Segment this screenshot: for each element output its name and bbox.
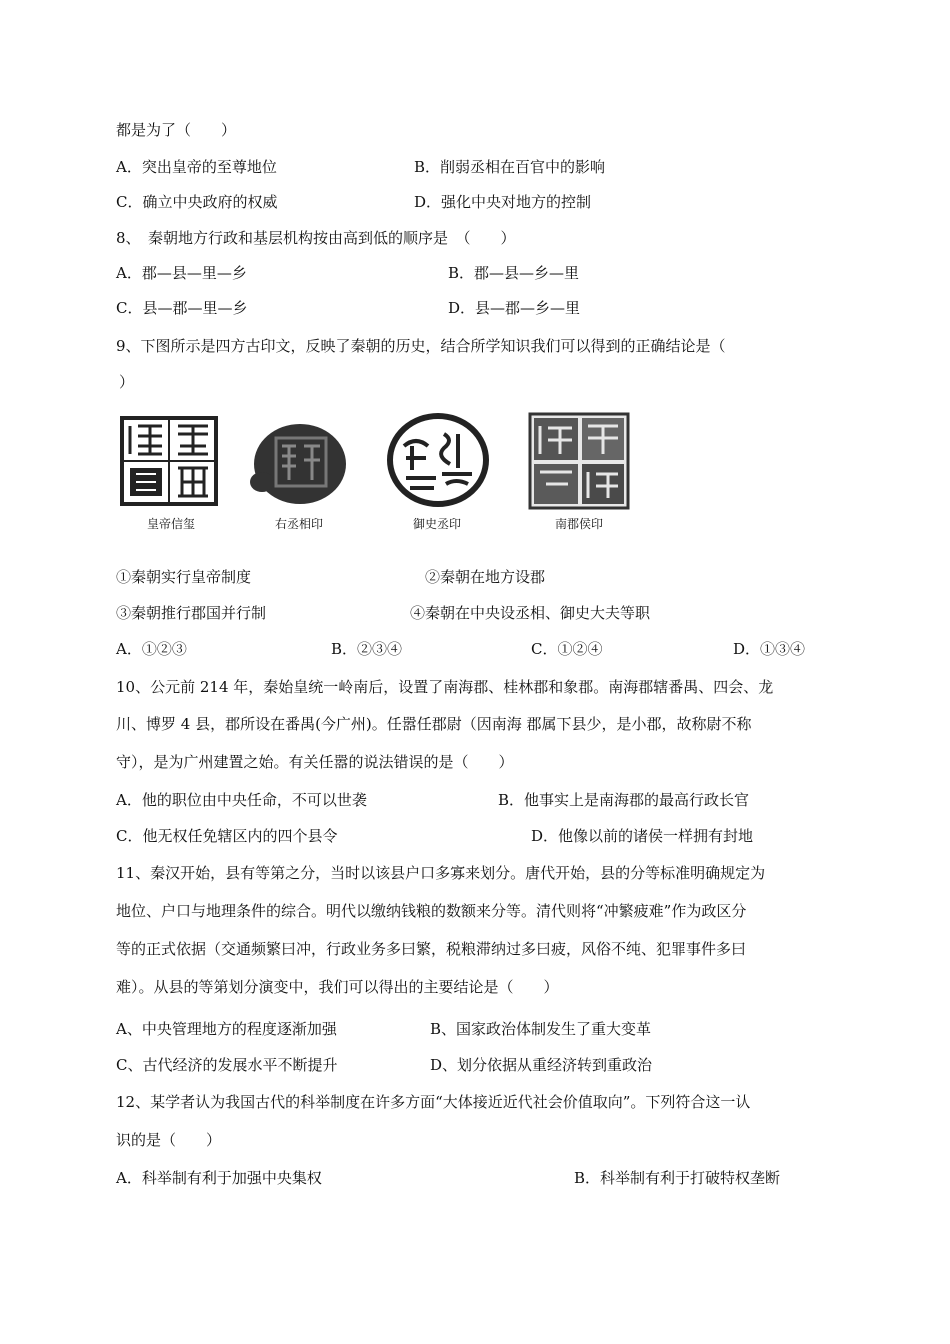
q10-option-c: C．他无权任免辖区内的四个县令 [116,827,338,845]
q11-option-b: B、国家政治体制发生了重大变革 [430,1020,652,1038]
q8-option-d: D．县—郡—乡—里 [448,299,581,317]
q8-option-c: C．县—郡—里—乡 [116,299,248,317]
q7-stem: 都是为了（ ） [116,121,237,139]
q9-statement-1: ①秦朝实行皇帝制度 [116,568,252,586]
q7-option-b: B．削弱丞相在百官中的影响 [414,158,606,176]
q9-stem-close: ） [119,373,135,391]
seal-you-chengxiang [244,404,354,542]
seal-nanjun-hou [524,404,634,542]
q9-stem: 9、下图所示是四方古印文，反映了秦朝的历史，结合所学知识我们可以得到的正确结论是（ [116,337,726,355]
q11-stem-line3: 等的正式依据（交通频繁曰冲，行政业务多曰繁，税粮滞纳过多曰疲，风俗不纯、犯罪事件多曰 [116,940,747,958]
q11-stem-line2: 地位、户口与地理条件的综合。明代以缴纳钱粮的数额来分等。清代则将“冲繁疲难”作为政区分 [116,902,747,920]
seal-yushi-cheng [382,404,492,542]
q12-stem-line1: 12、某学者认为我国古代的科举制度在许多方面“大体接近近代社会价值取向”。下列符合这一认 [116,1093,751,1111]
q10-option-a: A．他的职位由中央任命，不可以世袭 [116,791,367,809]
seal-impression-1 [116,404,226,514]
q7-option-d: D．强化中央对地方的控制 [414,193,592,211]
q10-stem-line1: 10、公元前 214 年，秦始皇统一岭南后，设置了南海郡、桂林郡和象郡。南海郡辖番禺、四会、龙 [116,678,774,696]
q9-statement-3: ③秦朝推行郡国并行制 [116,604,267,622]
q8-option-a: A．郡—县—里—乡 [116,264,247,282]
seal-caption-2: 右丞相印 [274,517,323,531]
q9-option-d: D．①③④ [733,640,806,658]
seal-impression-4 [524,404,636,514]
q9-option-c: C．①②④ [531,640,603,658]
q7-option-c: C．确立中央政府的权威 [116,193,278,211]
q10-stem-line2: 川、博罗 4 县，郡所设在番禺(今广州)。任嚣任郡尉（因南海 郡属下县少，是小郡，故称尉不称 [116,715,752,733]
q11-option-c: C、古代经济的发展水平不断提升 [116,1056,338,1074]
q9-statement-4: ④秦朝在中央设丞相、御史大夫等职 [410,604,651,622]
seal-impression-2 [244,404,354,514]
q10-stem-line3: 守），是为广州建置之始。有关任嚣的说法错误的是（ ） [116,753,514,771]
q10-option-b: B．他事实上是南海郡的最高行政长官 [498,791,750,809]
q8-option-b: B．郡—县—乡—里 [448,264,580,282]
q11-option-d: D、划分依据从重经济转到重政治 [430,1056,653,1074]
q9-option-a: A．①②③ [116,640,187,658]
q9-option-b: B．②③④ [331,640,403,658]
seal-huangdi-xinxi [116,404,226,542]
q12-option-b: B．科举制有利于打破特权垄断 [574,1169,781,1187]
seal-impression-3 [382,404,492,514]
q8-stem: 8、 秦朝地方行政和基层机构按由高到低的顺序是 （ ） [116,229,516,247]
q11-stem-line1: 11、秦汉开始，县有等第之分，当时以该县户口多寡来划分。唐代开始，县的分等标准明确规定为 [116,864,766,882]
seal-caption-4: 南郡侯印 [554,517,603,531]
q10-option-d: D．他像以前的诸侯一样拥有封地 [531,827,754,845]
seal-images [116,404,646,542]
q11-option-a: A、中央管理地方的程度逐渐加强 [116,1020,337,1038]
seal-caption-1: 皇帝信玺 [146,517,195,531]
q7-option-a: A．突出皇帝的至尊地位 [116,158,277,176]
q12-option-a: A．科举制有利于加强中央集权 [116,1169,322,1187]
q11-stem-line4: 难）。从县的等第划分演变中，我们可以得出的主要结论是（ ） [116,978,559,996]
q9-statement-2: ②秦朝在地方设郡 [425,568,546,586]
seal-caption-3: 御史丞印 [412,517,461,531]
q12-stem-line2: 识的是（ ） [116,1131,222,1149]
